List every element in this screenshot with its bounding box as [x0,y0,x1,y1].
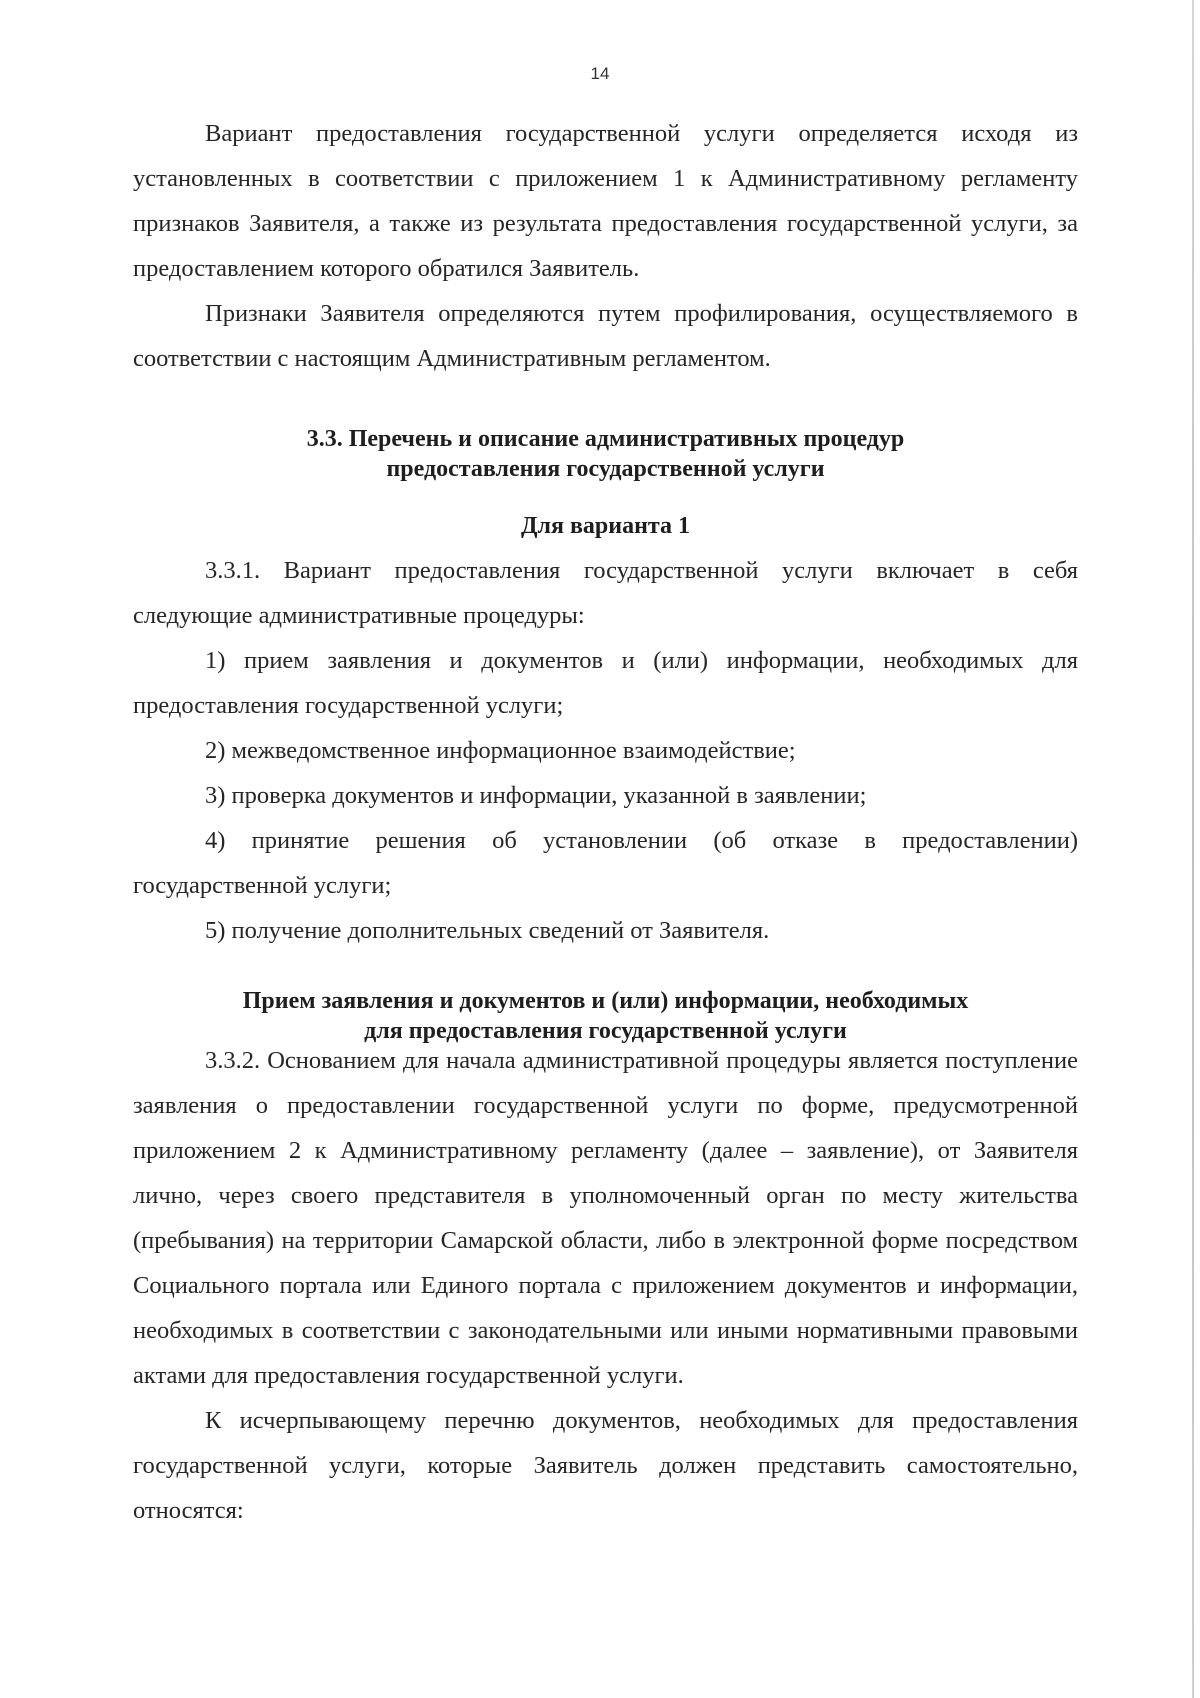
section-3-3-heading [133,424,1078,484]
page-edge-shadow [1192,0,1194,1698]
section-heading-line1: 3.3. Перечень и описание административных процедур [306,426,905,452]
paragraph-applicant-attributes: Признаки Заявителя определяются путем профилирования, осуществляемого в соответствии с настоящим Административным регламентом. [133,300,1078,372]
reception-body-block [133,1038,1078,1533]
intro-block [133,111,1078,381]
page-number: 14 [590,64,610,83]
list-item: 4) принятие решения об установлении (об отказе в предоставлении) государственной услуги; [133,827,1078,899]
list-item: 2) межведомственное информационное взаимодействие; [205,737,796,764]
variant-heading: Для варианта 1 [520,513,690,539]
reception-heading-line2: для предоставления государственной услуги [364,1018,847,1044]
paragraph-variant-definition: Вариант предоставления государственной услуги определяется исходя из установленных в соответствии с приложением 1 к Административному регламенту признаков Заявителя, а также из результата предоставления государственной услуги, за предоставлением которого обратился Заявитель. [133,120,1078,282]
paragraph-documents-list-intro: К исчерпывающему перечню документов, необходимых для предоставления государственной услуги, которые Заявитель должен представить самостоятельно, относятся: [133,1407,1078,1524]
reception-heading-line1: Прием заявления и документов и (или) информации, необходимых [242,988,969,1014]
paragraph-3-3-2: 3.3.2. Основанием для начала административной процедуры является поступление заявления о предоставлении государственной услуги по форме, предусмотренной приложением 2 к Административному регламенту (далее – заявление), от Заявителя лично, через своего представителя в уполномоченный орган по месту жительства (пребывания) на территории Самарской области, либо в электронной форме посредством Социального портала или Единого портала с приложением документов и информации, необходимых в соответствии с законодательными или иными нормативными правовыми актами для предоставления государственной услуги. [133,1047,1078,1389]
list-item: 3) проверка документов и информации, указанной в заявлении; [205,782,867,809]
list-item: 1) прием заявления и документов и (или) информации, необходимых для предоставления государственной услуги; [133,647,1078,719]
procedures-block [133,548,1078,953]
list-item: 5) получение дополнительных сведений от Заявителя. [205,917,770,944]
reception-heading-block [133,986,1078,1046]
section-heading-line2: предоставления государственной услуги [386,456,825,482]
variant-heading-block [133,511,1078,541]
paragraph-3-3-1: 3.3.1. Вариант предоставления государственной услуги включает в себя следующие административные процедуры: [133,557,1078,629]
